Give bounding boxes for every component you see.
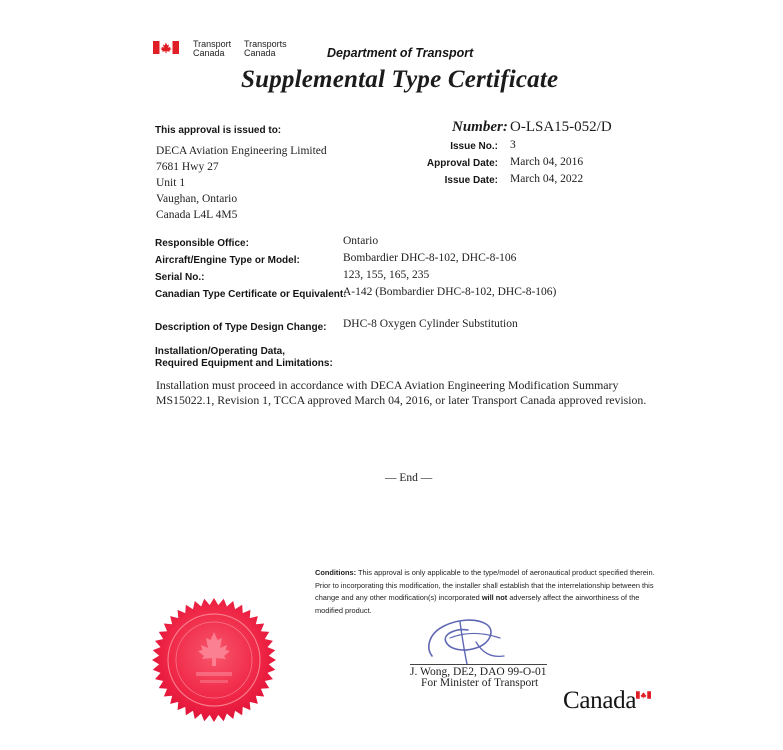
issued-to-address [156,143,327,223]
type-certificate-label: Canadian Type Certificate or Equivalent: [155,289,347,300]
address-line: 7681 Hwy 27 [156,161,219,173]
page-title: Supplemental Type Certificate [241,66,559,93]
certificate-number: O-LSA15-052/D [510,119,612,135]
conditions-emphasis: will not [481,593,508,602]
dept-name-en [193,40,231,58]
canada-wordmark [563,687,636,715]
issue-no-value: 3 [510,139,516,151]
responsible-office-value: Ontario [343,235,379,247]
dept-en-line2: Canada [193,48,225,58]
dept-en-line1: Transport [193,39,232,49]
signer-name: J. Wong, DE2, DAO 99-O-01 [410,666,547,678]
signature-icon [420,612,515,672]
serial-no-label: Serial No.: [155,272,205,283]
description-label: Description of Type Design Change: [155,322,327,333]
conditions-line: change and any other modification(s) incorporated [315,593,482,602]
conditions-line: adversely affect the airworthiness of the [507,593,640,602]
serial-no-value: 123, 155, 165, 235 [343,269,430,281]
type-certificate-value: A-142 (Bombardier DHC-8-102, DHC-8-106) [343,286,557,298]
aircraft-model-label: Aircraft/Engine Type or Model: [155,255,300,266]
address-line: Canada L4L 4M5 [156,209,238,221]
installation-label-line: Installation/Operating Data, [155,346,286,357]
canada-flag-icon [153,41,179,54]
installation-label [155,346,333,370]
installation-text-line: MS15022.1, Revision 1, TCCA approved March 04, 2016, or later Transport Canada approved revision. [156,393,647,407]
issue-date-label: Issue Date: [444,175,498,186]
description-value: DHC-8 Oxygen Cylinder Substitution [343,318,518,330]
address-line: Unit 1 [156,177,186,189]
installation-text [156,378,646,408]
dept-fr-line2: Canada [244,48,276,58]
department-heading: Department of Transport [327,46,474,60]
conditions-line: Prior to incorporating this modification, the installer shall establish that the interrelationship between this [315,580,654,590]
installation-label-line: Required Equipment and Limitations: [155,358,333,369]
wordmark-flag-icon [636,691,651,699]
conditions-label: Conditions: [315,568,357,577]
address-line: Vaughan, Ontario [156,193,238,205]
responsible-office-label: Responsible Office: [155,238,249,249]
end-marker: — End — [385,472,433,484]
conditions-line: modified product. [315,605,372,615]
approval-date-label: Approval Date: [426,158,498,169]
issue-date-value: March 04, 2022 [510,173,584,185]
canada-wordmark-text: Canada [563,687,637,714]
conditions-line: This approval is only applicable to the type/model of aeronautical product specified therein. [356,568,655,577]
address-line: DECA Aviation Engineering Limited [156,145,327,157]
aircraft-model-value: Bombardier DHC-8-102, DHC-8-106 [343,252,517,264]
official-seal-icon [150,596,278,724]
dept-fr-line1: Transports [244,39,287,49]
dept-name-fr [244,40,287,58]
approval-date-value: March 04, 2016 [510,156,584,168]
installation-text-line: Installation must proceed in accordance with DECA Aviation Engineering Modification Summary [156,378,619,392]
number-label: Number: [452,119,508,135]
for-minister: For Minister of Transport [421,677,539,689]
conditions-block [315,567,655,617]
issued-to-label: This approval is issued to: [155,125,282,136]
issue-no-label: Issue No.: [450,141,498,152]
